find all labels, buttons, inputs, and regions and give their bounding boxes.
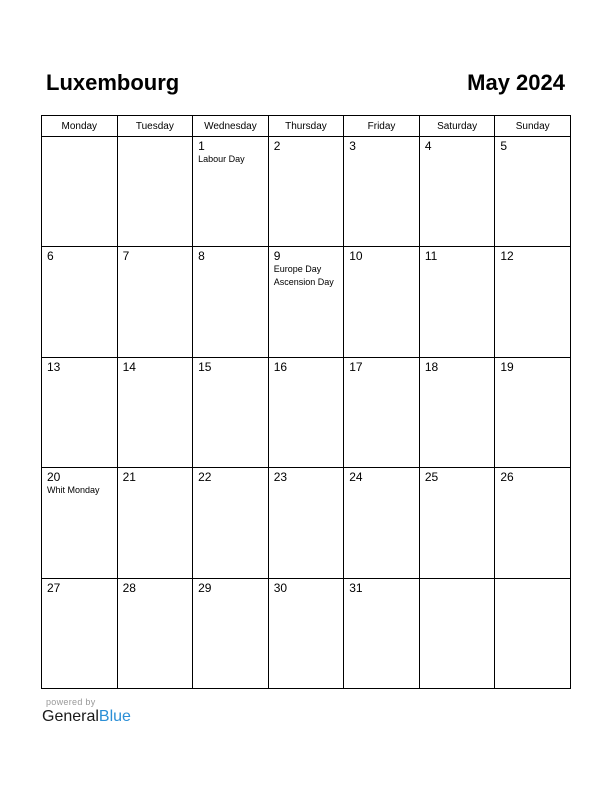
- day-cell-content: [42, 468, 117, 497]
- day-cell: [344, 137, 420, 247]
- day-cell: [495, 468, 571, 578]
- day-number: 15: [198, 359, 212, 374]
- day-cell: [495, 137, 571, 247]
- day-number: 2: [273, 139, 281, 153]
- calendar-grid: [41, 115, 571, 689]
- day-cell-content: [118, 468, 193, 484]
- weekday-header: Monday: [42, 116, 118, 137]
- day-number: 26: [500, 470, 514, 485]
- day-cell-content: [495, 468, 570, 484]
- day-number: 30: [273, 580, 288, 595]
- day-cell: [495, 247, 571, 357]
- day-cell-content: [495, 579, 570, 582]
- day-number: 10: [349, 249, 363, 264]
- day-cell: [193, 137, 269, 247]
- day-cell: [268, 468, 344, 578]
- day-cell-content: [193, 358, 268, 374]
- day-cell: [268, 137, 344, 247]
- day-cell: [268, 578, 344, 688]
- day-number: 13: [47, 359, 61, 374]
- day-cell-content: [420, 247, 495, 263]
- holiday-label: Labour Day: [198, 154, 245, 164]
- day-cell: [42, 578, 118, 688]
- day-cell-content: [118, 358, 193, 374]
- empty-day-cell: [419, 578, 495, 688]
- day-number: 14: [122, 359, 136, 374]
- day-cell: [117, 468, 193, 578]
- logo-text-blue: Blue: [98, 708, 131, 725]
- day-cell: [42, 247, 118, 357]
- weekday-header-row: [42, 116, 571, 137]
- holiday-label: Ascension Day: [273, 277, 334, 288]
- day-number: 3: [349, 139, 356, 153]
- day-cell-content: [118, 579, 193, 595]
- day-cell-content: [344, 137, 419, 153]
- day-cell-content: [344, 358, 419, 374]
- day-number: 25: [424, 470, 439, 485]
- day-number: 22: [198, 470, 212, 485]
- day-cell-content: [420, 358, 495, 374]
- day-number: 7: [122, 249, 130, 264]
- day-number: 5: [500, 139, 508, 153]
- day-cell-content: [420, 468, 495, 484]
- empty-day-cell: [117, 137, 193, 247]
- day-cell: [193, 578, 269, 688]
- powered-by-label: powered by: [46, 697, 96, 707]
- day-number: 1: [198, 139, 205, 153]
- day-number: 9: [273, 249, 281, 264]
- day-cell: [495, 357, 571, 467]
- week-row: [42, 468, 571, 578]
- day-cell: [117, 578, 193, 688]
- day-cell-content: [118, 137, 193, 140]
- empty-day-cell: [42, 137, 118, 247]
- day-number: 27: [47, 580, 61, 595]
- day-number: 29: [198, 580, 212, 595]
- day-cell: [344, 468, 420, 578]
- day-cell: [268, 247, 344, 357]
- weekday-header: Saturday: [419, 116, 495, 137]
- day-cell: [117, 357, 193, 467]
- day-cell: [419, 357, 495, 467]
- week-row: [42, 357, 571, 467]
- day-cell: [193, 357, 269, 467]
- day-cell-content: [42, 579, 117, 595]
- week-row: [42, 247, 571, 357]
- day-cell-content: [344, 247, 419, 263]
- day-cell: [344, 578, 420, 688]
- day-cell-content: [420, 579, 495, 582]
- day-cell-content: [269, 358, 344, 374]
- day-cell-content: [42, 137, 117, 140]
- day-cell: [193, 468, 269, 578]
- day-cell-content: [269, 247, 344, 289]
- day-cell-content: [495, 247, 570, 263]
- day-number: 24: [349, 470, 363, 485]
- day-cell: [117, 247, 193, 357]
- day-cell-content: [42, 358, 117, 374]
- day-number: 6: [47, 249, 54, 264]
- day-cell-content: [193, 468, 268, 484]
- day-cell: [419, 137, 495, 247]
- generalblue-logo[interactable]: [42, 708, 131, 726]
- day-number: 11: [424, 249, 438, 264]
- day-number: 8: [198, 249, 205, 264]
- day-number: 23: [273, 470, 288, 485]
- holiday-label: Europe Day: [273, 264, 322, 275]
- logo-text-general: General: [42, 708, 99, 725]
- week-row: [42, 578, 571, 688]
- week-row: [42, 137, 571, 247]
- day-cell-content: [344, 579, 419, 595]
- day-cell-content: [495, 137, 570, 153]
- day-cell-content: [193, 579, 268, 595]
- day-number: 4: [424, 139, 432, 153]
- day-number: 20: [47, 470, 61, 485]
- day-number: 16: [273, 359, 288, 374]
- holiday-label: Whit Monday: [47, 485, 100, 496]
- weekday-header: Wednesday: [193, 116, 269, 137]
- day-cell: [344, 357, 420, 467]
- day-number: 19: [500, 359, 514, 374]
- day-cell-content: [269, 468, 344, 484]
- day-number: 18: [424, 359, 439, 374]
- day-cell-content: [420, 137, 495, 153]
- day-cell: [268, 357, 344, 467]
- day-cell: [419, 247, 495, 357]
- day-cell-content: [42, 247, 117, 263]
- page-title: Luxembourg: [46, 70, 180, 95]
- weekday-header: Thursday: [268, 116, 344, 137]
- day-cell: [419, 468, 495, 578]
- day-cell: [42, 468, 118, 578]
- day-cell-content: [193, 137, 268, 166]
- empty-day-cell: [495, 578, 571, 688]
- day-number: 28: [122, 580, 136, 595]
- day-cell-content: [118, 247, 193, 263]
- day-cell: [42, 357, 118, 467]
- day-cell-content: [269, 579, 344, 595]
- day-number: 21: [122, 470, 136, 485]
- month-year-title: May 2024: [467, 70, 565, 95]
- weekday-header: Friday: [344, 116, 420, 137]
- day-cell: [344, 247, 420, 357]
- weekday-header: Sunday: [495, 116, 571, 137]
- day-number: 17: [349, 359, 363, 374]
- day-cell-content: [269, 137, 344, 153]
- day-cell-content: [193, 247, 268, 263]
- day-cell: [193, 247, 269, 357]
- day-cell-content: [344, 468, 419, 484]
- day-number: 31: [349, 580, 363, 595]
- day-number: 12: [500, 249, 514, 264]
- weekday-header: Tuesday: [117, 116, 193, 137]
- day-cell-content: [495, 358, 570, 374]
